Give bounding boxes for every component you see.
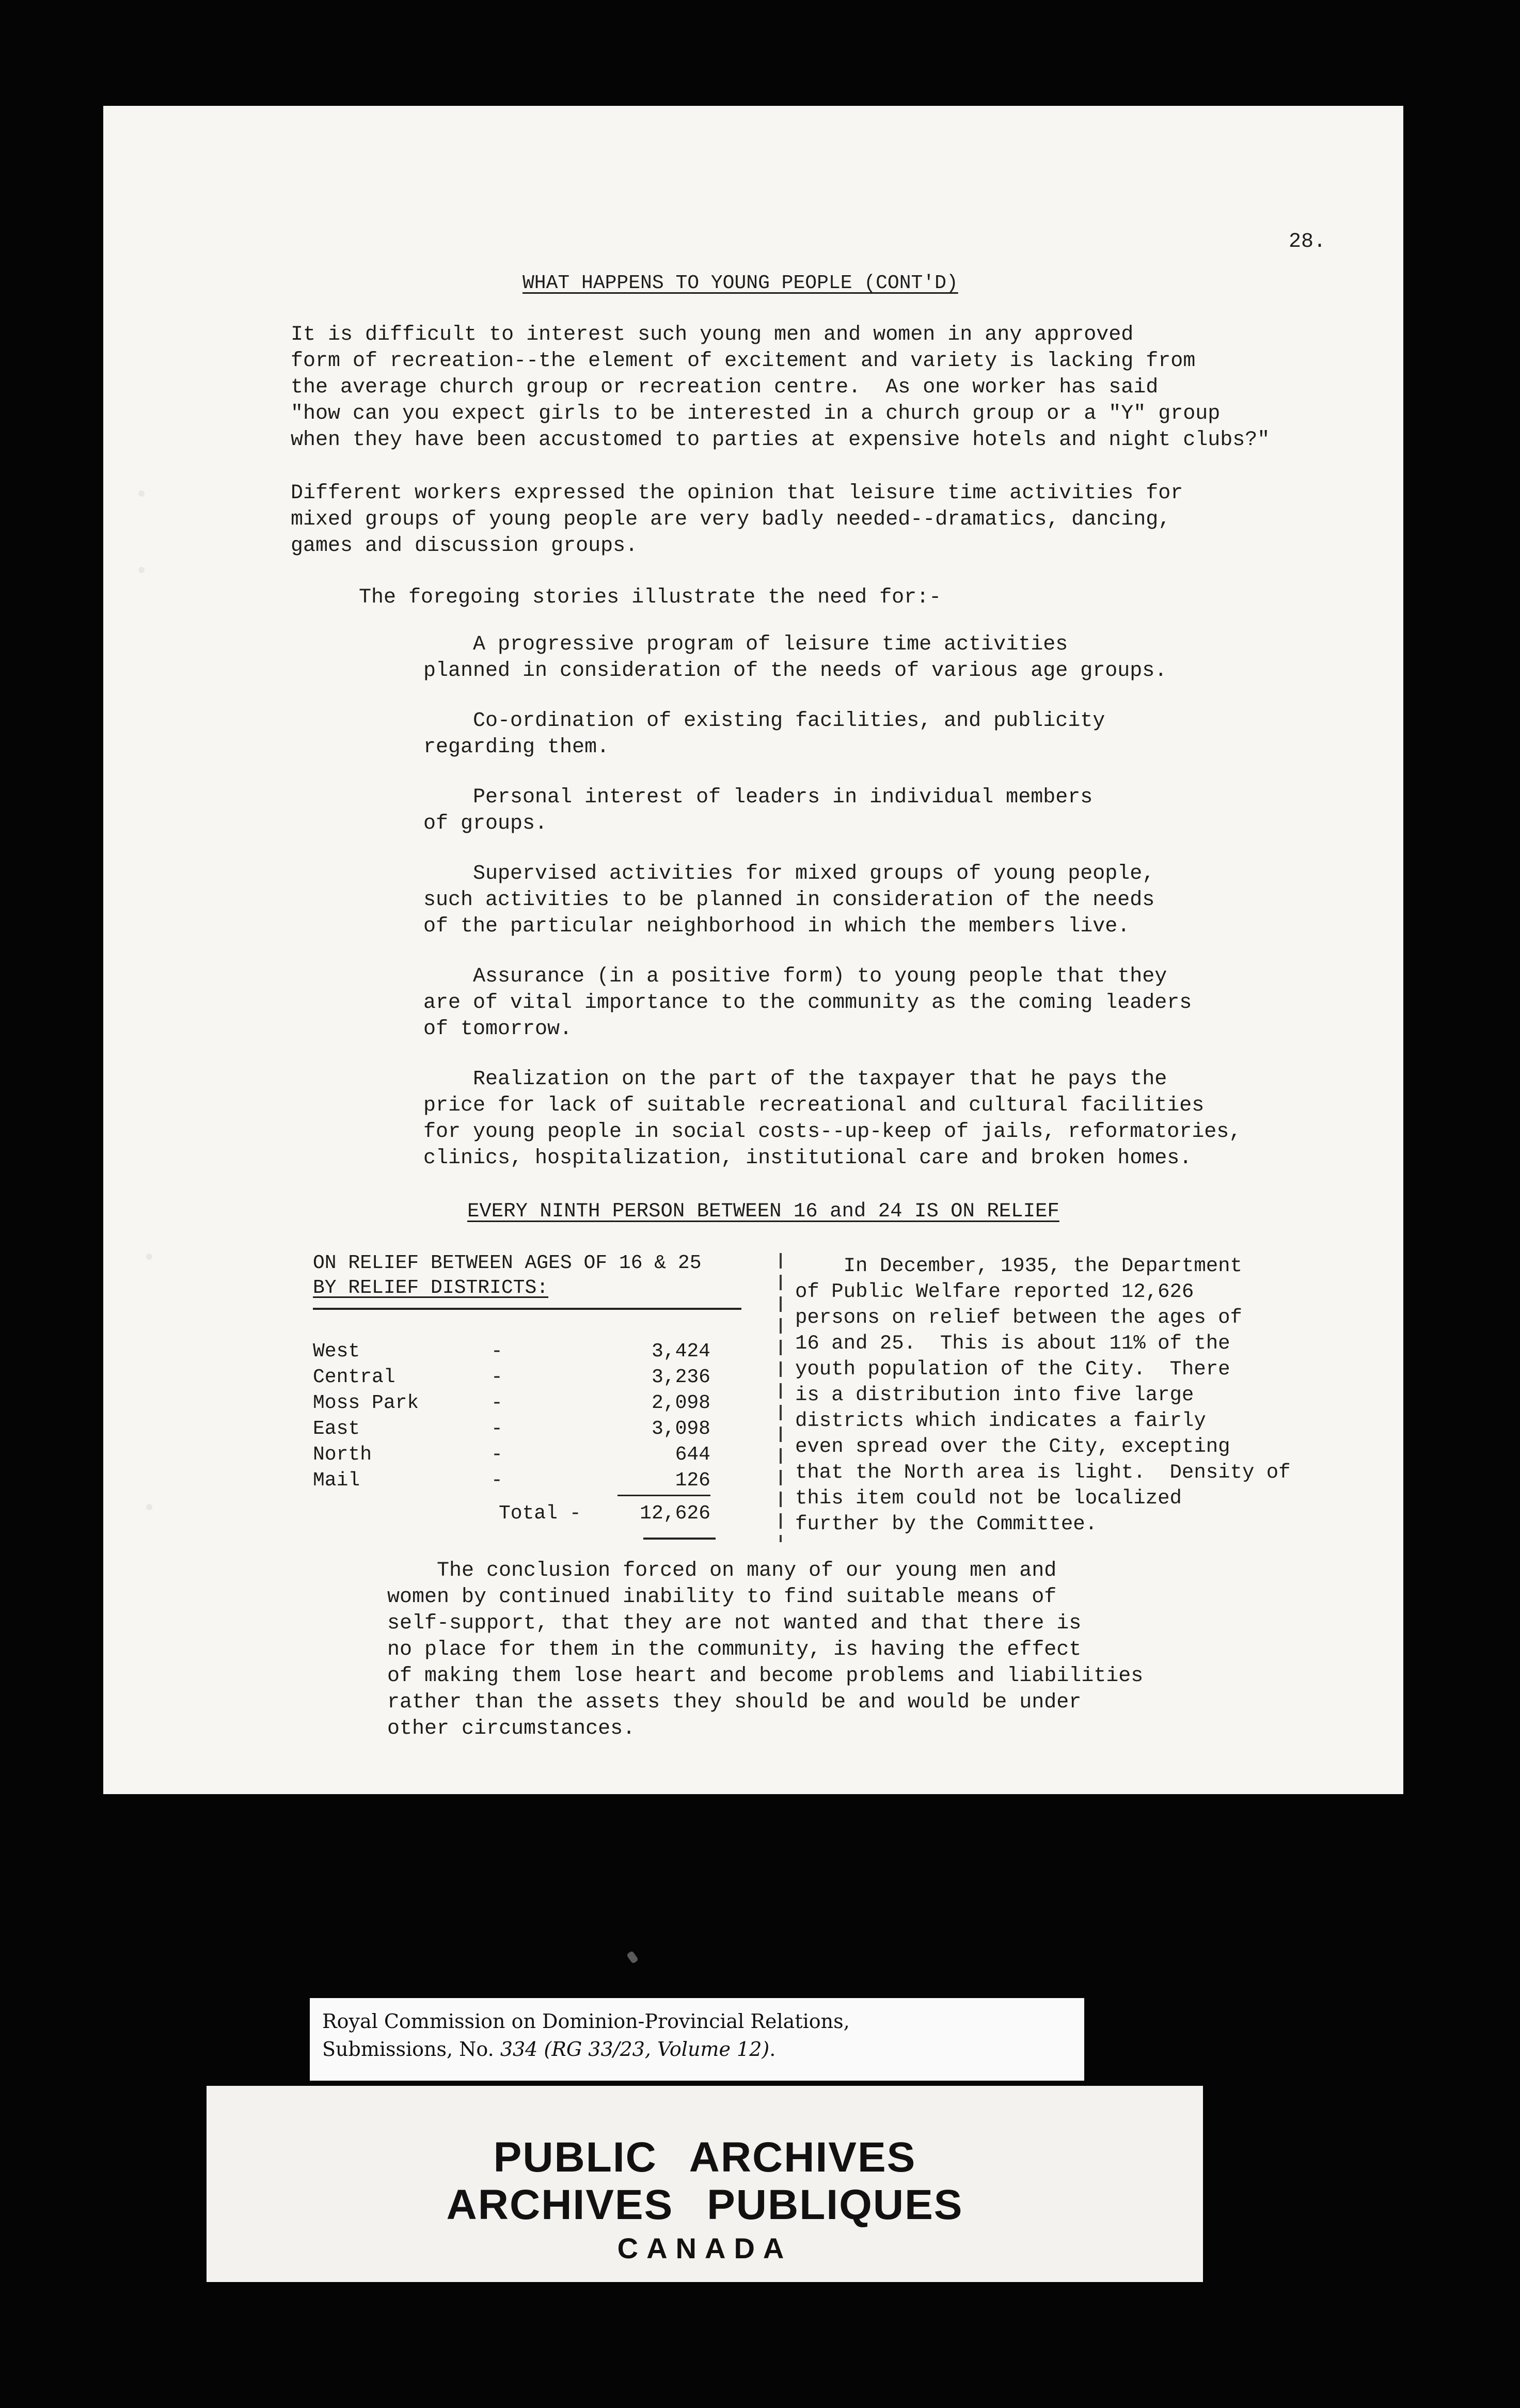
smudge-mark (626, 1951, 639, 1964)
district-value: 3,236 (651, 1366, 710, 1388)
table-total (499, 1501, 716, 1527)
total-label: Total - (499, 1502, 581, 1525)
paragraph-recreation: It is difficult to interest such young men and women in any approved form of recreation--the element of excitement and variety is lacking from the average church group or recreation centre. As one worker has said "how can you expect girls to be interested in a church group or a "Y" group when they have been accustomed to parties at expensive hotels and night clubs?" (291, 323, 1270, 452)
list-item: Personal interest of leaders in individual members of groups. (423, 786, 1093, 835)
table-row (313, 1416, 726, 1442)
district-value: 2,098 (651, 1392, 710, 1414)
district-name: North (313, 1444, 372, 1466)
table-rule (313, 1308, 741, 1310)
table-title (313, 1251, 702, 1301)
row-dash: - (491, 1340, 503, 1363)
district-name: Moss Park (313, 1392, 419, 1414)
district-value: 126 (675, 1469, 710, 1492)
punch-hole-mark (138, 567, 145, 573)
district-value: 644 (675, 1444, 710, 1466)
district-name: East (313, 1418, 360, 1440)
list-item: Assurance (in a positive form) to young people that they are of vital importance to the community as the coming leaders of tomorrow. (423, 965, 1192, 1041)
row-dash: - (491, 1392, 503, 1414)
district-name: Central (313, 1366, 395, 1388)
label-suffix: . (769, 2038, 776, 2061)
stamp-line3: CANADA (617, 2232, 793, 2264)
table-row (313, 1339, 726, 1365)
relief-subheading: EVERY NINTH PERSON BETWEEN 16 and 24 IS ON RELIEF (467, 1200, 1059, 1223)
page-number: 28. (1289, 230, 1326, 254)
row-dash: - (491, 1444, 503, 1466)
relief-table (313, 1251, 710, 1525)
punch-hole-mark (146, 1504, 152, 1510)
district-value: 3,098 (651, 1418, 710, 1440)
table-row (313, 1365, 726, 1390)
punch-hole-mark (146, 1254, 152, 1260)
needs-list (423, 631, 1241, 1195)
row-dash: - (491, 1469, 503, 1492)
relief-sidebar-paragraph: In December, 1935, the Department of Public Welfare reported 12,626 persons on relief between the ages of 16 and 25. This is about 11% of the youth population of the City. There is a distribution into five large districts which indicates a fairly even spread over the City, excepting that the North area is light. Density of this item could not be localized further by the Committee. (795, 1255, 1291, 1535)
table-title-line2: BY RELIEF DISTRICTS: (313, 1277, 549, 1299)
row-dash: - (491, 1366, 503, 1388)
table-rows (313, 1339, 726, 1494)
paragraph-needs-intro: The foregoing stories illustrate the need for:- (359, 586, 942, 609)
list-item: Co-ordination of existing facilities, and publicity regarding them. (423, 709, 1105, 759)
archives-stamp (207, 2086, 1203, 2282)
table-title-line1: ON RELIEF BETWEEN AGES OF 16 & 25 (313, 1252, 702, 1274)
district-name: West (313, 1340, 360, 1363)
subtotal-rule (618, 1495, 710, 1496)
paragraph-workers-opinion: Different workers expressed the opinion that leisure time activities for mixed groups of young people are very badly needed--dramatics, dancing, games and discussion groups. (291, 482, 1183, 558)
list-item: Supervised activities for mixed groups of young people, such activities to be planned in consideration of the needs of the particular neighborhood in which the members live. (423, 862, 1155, 938)
punch-hole-mark (138, 490, 145, 497)
label-prefix: Submissions, No. (322, 2038, 500, 2061)
document-page (103, 106, 1403, 1794)
page-heading: WHAT HAPPENS TO YOUNG PEOPLE (CONT'D) (522, 272, 958, 294)
row-dash: - (491, 1418, 503, 1440)
paragraph-conclusion: The conclusion forced on many of our young men and women by continued inability to find suitable means of self-support, that they are not wanted and that there is no place for them in the community, is having the effect of making them lose heart and become problems and liabilities rather than the assets they should be and would be under other circumstances. (387, 1559, 1144, 1740)
label-line1: Royal Commission on Dominion-Provincial Relations, (322, 2010, 850, 2033)
stamp-line1: PUBLIC ARCHIVES (493, 2134, 916, 2181)
total-value: 12,626 (640, 1502, 710, 1525)
district-value: 3,424 (651, 1340, 710, 1363)
archive-reference-label (310, 1998, 1084, 2081)
table-row (313, 1390, 726, 1416)
table-row (313, 1442, 726, 1468)
column-divider (780, 1253, 782, 1542)
list-item: Realization on the part of the taxpayer that he pays the price for lack of suitable recreational and cultural facilities for young people in social costs--up-keep of jails, reformatories, clinics, hospitalization, institutional care and broken homes. (423, 1068, 1242, 1170)
list-item: A progressive program of leisure time activities planned in consideration of the needs of various age groups. (423, 633, 1167, 683)
label-handwritten-reference: 334 (RG 33/23, Volume 12) (500, 2038, 770, 2061)
district-name: Mail (313, 1469, 360, 1492)
label-line2 (322, 2035, 1084, 2063)
total-rule (643, 1538, 716, 1540)
table-row (313, 1468, 726, 1494)
stamp-line2: ARCHIVES PUBLIQUES (446, 2181, 963, 2228)
